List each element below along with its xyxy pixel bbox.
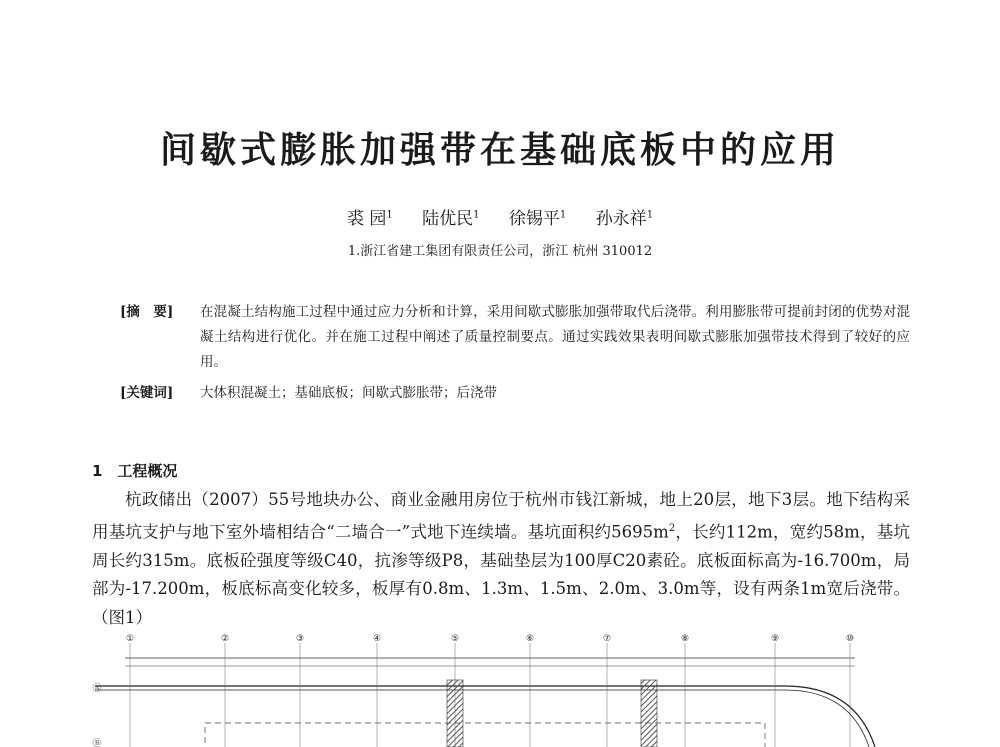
expansion-band-2 [641,680,657,747]
abstract-block [120,300,910,375]
axis-label-4: ④ [372,634,382,644]
axis-label-8: ⑧ [680,634,690,644]
author-2: 陆优民$^1$ [422,209,480,229]
row-label-a: Ⓐ [92,684,102,694]
foundation-plan-figure [85,628,915,747]
author-3: 徐锡平$^1$ [508,209,567,229]
axis-label-6: ⑥ [525,634,535,644]
axis-label-9: ⑨ [770,634,780,644]
axis-label-3: ③ [295,634,305,644]
axis-label-7: ⑦ [602,634,612,644]
axis-label-5: ⑤ [450,634,460,644]
keywords-text: 大体积混凝土；基础底板；间歇式膨胀带；后浇带 [200,385,497,401]
author-1: 裘 园$^1$ [346,209,393,229]
author-4: 孙永祥$^1$ [595,209,654,229]
axis-label-2: ② [220,634,230,644]
axis-label-1: ① [125,634,135,644]
section-paragraph: 杭政储出（2007）55号地块办公、商业金融用房位于杭州市钱江新城，地上20层，地下3层。地下结构采用基坑支护与地下室外墙相结合“二墙合一”式地下连续墙。基坑面积约$5695m^2$，长约112m，宽约58m，基坑周长约315m。底板砼强度等级C40，抗渗等级P8，基础垫层为100厚C20素砼。底板面标高为-16.700m，局部为-17.200m，板底标高变化较多，板厚有0.8m、1.3m、1.5m、2.0m、3.0m等，设有两条1m宽后浇带。（图1） [92,490,910,627]
author-list [0,204,1000,229]
section-heading: 1 工程概况 [92,462,178,480]
affiliation: 1.浙江省建工集团有限责任公司，浙江 杭州 310012 [347,244,653,259]
keywords-block [120,381,910,406]
paper-title: 间歇式膨胀加强带在基础底板中的应用 [159,130,840,171]
abstract-label: [摘 要] [120,304,174,320]
abstract-text: 在混凝土结构施工过程中通过应力分析和计算，采用间歇式膨胀加强带取代后浇带。利用膨胀带可提前封闭的优势对混凝土结构进行优化。并在施工过程中阐述了质量控制要点。通过实践效果表明间歇式膨胀加强带技术得到了较好的应用。 [200,304,910,370]
expansion-band-1 [447,680,463,747]
axis-label-10: ⑩ [845,634,855,644]
keywords-label: [关键词] [120,385,174,401]
row-label-b: Ⓑ [92,739,102,747]
